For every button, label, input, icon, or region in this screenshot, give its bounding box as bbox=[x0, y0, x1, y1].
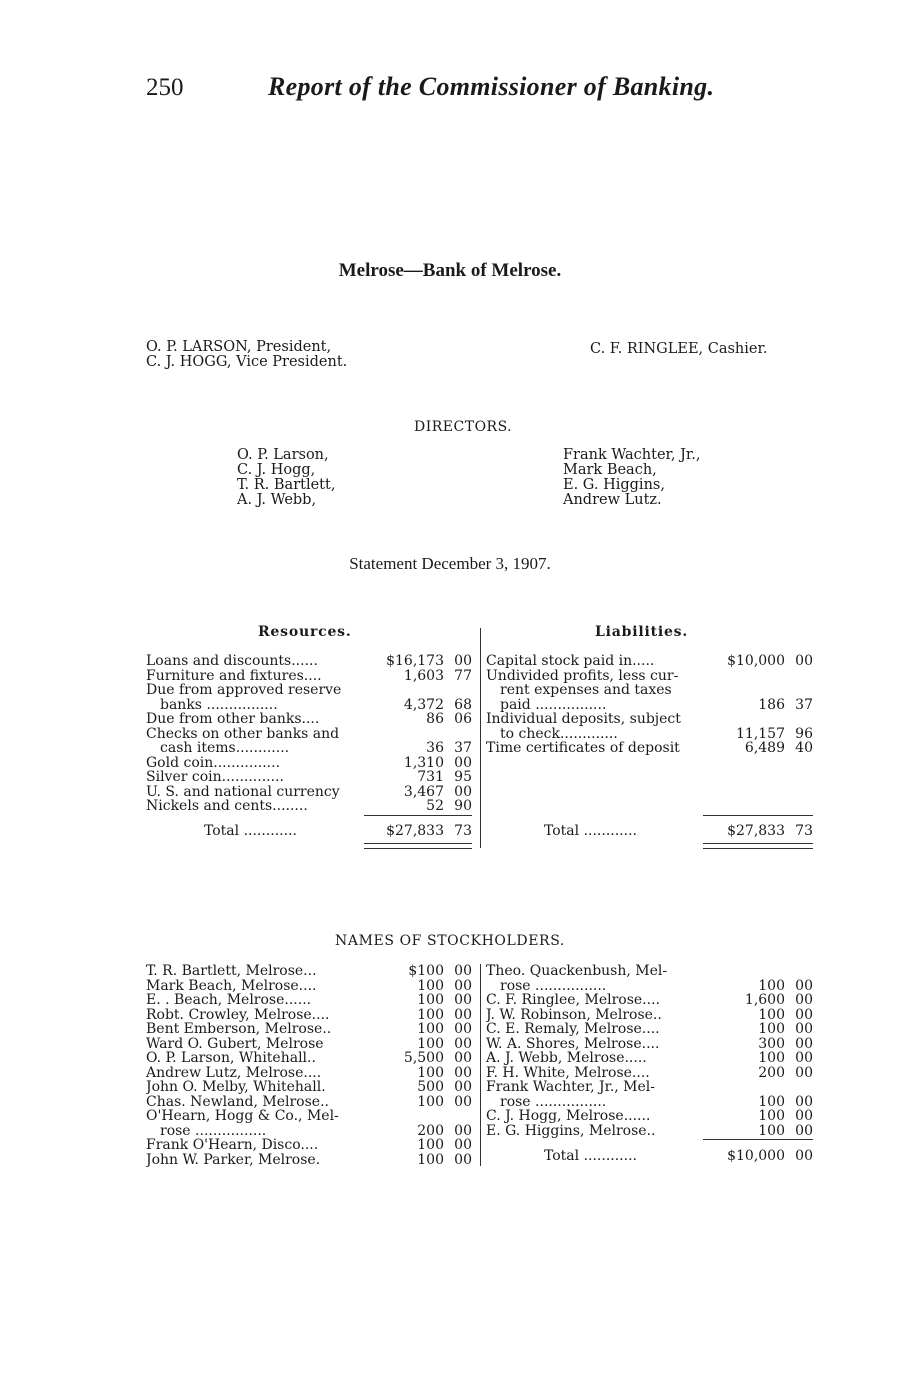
total-label: Total ............ bbox=[544, 1149, 637, 1164]
resource-row-cents: 00 bbox=[454, 783, 472, 800]
stockholder-row-dollars: $100 bbox=[408, 963, 444, 979]
stockholder-row-cents: 00 bbox=[454, 1021, 472, 1037]
stockholder-row-cents bbox=[450, 1109, 472, 1124]
stockholder-row bbox=[486, 1022, 813, 1037]
resource-row-label: cash items............ bbox=[160, 741, 290, 756]
bank-title: Melrose—Bank of Melrose. bbox=[338, 260, 562, 281]
stockholder-row-cents: 00 bbox=[454, 963, 472, 979]
stockholder-row bbox=[146, 1109, 472, 1124]
stockholder-row bbox=[146, 1153, 472, 1168]
resource-row bbox=[146, 741, 472, 756]
stockholders-left bbox=[146, 964, 472, 1167]
resource-row bbox=[146, 669, 472, 684]
stockholder-row-cents: 00 bbox=[795, 1035, 813, 1052]
stockholder-row-dollars: 200 bbox=[758, 1064, 785, 1081]
stockholder-row bbox=[146, 1037, 472, 1052]
resource-row bbox=[146, 712, 472, 727]
stockholder-row bbox=[146, 1124, 472, 1139]
stockholder-row-label: rose ................ bbox=[500, 1094, 607, 1109]
liability-row-dollars: 11,157 bbox=[736, 725, 785, 742]
resource-row-label: banks ................ bbox=[160, 697, 278, 712]
stockholder-row-label: Bent Emberson, Melrose.. bbox=[146, 1022, 332, 1037]
stockholder-row-dollars: 1,600 bbox=[744, 992, 785, 1008]
resource-row-label: Checks on other banks and bbox=[146, 726, 340, 741]
liability-row-dollars: $10,000 bbox=[727, 653, 785, 669]
stockholder-row-dollars bbox=[713, 1080, 785, 1095]
stockholder-row-cents: 00 bbox=[795, 1064, 813, 1081]
stockholder-row-dollars: 100 bbox=[758, 1050, 785, 1066]
liabilities-total bbox=[486, 824, 813, 839]
stockholder-row-label: Theo. Quackenbush, Mel- bbox=[486, 964, 668, 979]
stockholder-row bbox=[146, 1066, 472, 1081]
resource-row-dollars bbox=[374, 727, 444, 742]
total-dollars: $27,833 bbox=[727, 823, 785, 839]
resource-row-dollars: 3,467 bbox=[403, 783, 444, 800]
stockholder-row-cents: 00 bbox=[454, 992, 472, 1008]
resource-row-cents: 00 bbox=[454, 653, 472, 669]
stockholder-row-cents bbox=[791, 964, 813, 979]
stockholder-row-label: Ward O. Gubert, Melrose bbox=[146, 1036, 324, 1051]
stockholder-row-label: Frank O'Hearn, Disco.... bbox=[146, 1138, 319, 1153]
stockholder-row-label: rose ................ bbox=[500, 978, 607, 993]
stockholder-row-cents: 00 bbox=[454, 977, 472, 994]
liability-row-dollars bbox=[713, 683, 785, 698]
liability-row bbox=[486, 669, 813, 684]
stockholder-row-label: John W. Parker, Melrose. bbox=[146, 1152, 321, 1167]
total-cents: 73 bbox=[795, 823, 813, 839]
director: Andrew Lutz. bbox=[563, 492, 662, 508]
resource-row-label: U. S. and national currency bbox=[146, 784, 340, 799]
liability-row-dollars: 186 bbox=[758, 696, 785, 713]
resource-row bbox=[146, 698, 472, 713]
director: O. P. Larson, bbox=[237, 447, 329, 463]
stockholder-row bbox=[486, 1124, 813, 1139]
stockholder-row bbox=[486, 964, 813, 979]
stockholder-row bbox=[146, 1051, 472, 1066]
liability-row-cents: 40 bbox=[795, 740, 813, 756]
stockholder-row-cents bbox=[791, 1080, 813, 1095]
resource-row-dollars bbox=[374, 683, 444, 698]
stockholder-row bbox=[486, 1095, 813, 1110]
stockholder-row-cents: 00 bbox=[795, 1122, 813, 1139]
liability-row bbox=[486, 727, 813, 742]
liability-row-cents bbox=[791, 683, 813, 698]
liability-row-cents bbox=[791, 669, 813, 684]
resource-row-cents: 06 bbox=[454, 711, 472, 727]
total-dollars: $10,000 bbox=[727, 1148, 785, 1164]
resources-total bbox=[146, 824, 472, 839]
stockholder-row bbox=[146, 1008, 472, 1023]
stockholder-row-dollars: 100 bbox=[417, 1021, 444, 1037]
director: Frank Wachter, Jr., bbox=[563, 447, 701, 463]
resource-row bbox=[146, 799, 472, 814]
liability-row-label: rent expenses and taxes bbox=[500, 683, 672, 698]
resource-row-label: Due from other banks.... bbox=[146, 712, 320, 727]
resource-row-cents: 68 bbox=[454, 696, 472, 713]
total-dollars: $27,833 bbox=[386, 823, 444, 839]
resource-row-dollars: 1,310 bbox=[403, 754, 444, 771]
stockholder-row-label: F. H. White, Melrose.... bbox=[486, 1065, 650, 1080]
stockholder-row-dollars: 100 bbox=[417, 1064, 444, 1081]
stockholder-row-dollars: 100 bbox=[758, 977, 785, 994]
resource-row-dollars: 4,372 bbox=[403, 696, 444, 713]
liability-row bbox=[486, 698, 813, 713]
resource-row-label: Nickels and cents........ bbox=[146, 799, 308, 814]
resource-row-cents bbox=[450, 683, 472, 698]
resource-row-dollars: 86 bbox=[426, 711, 444, 727]
liability-row-label: paid ................ bbox=[500, 697, 607, 712]
stockholder-row bbox=[146, 979, 472, 994]
total-cents: 00 bbox=[795, 1148, 813, 1164]
director: T. R. Bartlett, bbox=[237, 477, 336, 493]
officer-president: O. P. LARSON, President, bbox=[146, 339, 332, 355]
stockholder-row-label: C. F. Ringlee, Melrose.... bbox=[486, 993, 660, 1008]
stockholder-row-dollars: 200 bbox=[417, 1122, 444, 1139]
resource-row-label: Loans and discounts...... bbox=[146, 654, 318, 669]
liabilities-table bbox=[486, 654, 813, 756]
stockholder-row-cents: 00 bbox=[795, 1050, 813, 1066]
stockholder-row bbox=[146, 1022, 472, 1037]
stockholder-row-label: A. J. Webb, Melrose..... bbox=[486, 1051, 647, 1066]
stockholder-row-label: O. P. Larson, Whitehall.. bbox=[146, 1051, 316, 1066]
stockholder-row-label: Mark Beach, Melrose.... bbox=[146, 978, 317, 993]
total-row bbox=[486, 824, 813, 839]
resource-row-label: Furniture and fixtures.... bbox=[146, 668, 322, 683]
liability-row bbox=[486, 654, 813, 669]
stockholder-row-label: E. G. Higgins, Melrose.. bbox=[486, 1123, 656, 1138]
stockholder-row-label: E. . Beach, Melrose...... bbox=[146, 993, 312, 1008]
directors-left bbox=[237, 448, 335, 508]
director: C. J. Hogg, bbox=[237, 462, 316, 478]
stockholders-total bbox=[486, 1149, 813, 1164]
directors-right bbox=[563, 448, 700, 508]
stockholder-row-label: Andrew Lutz, Melrose.... bbox=[146, 1065, 322, 1080]
directors-heading: DIRECTORS. bbox=[414, 419, 513, 435]
resource-row bbox=[146, 785, 472, 800]
stockholder-row-dollars: 100 bbox=[758, 1006, 785, 1023]
resource-row-cents: 00 bbox=[454, 754, 472, 771]
liability-row-cents: 00 bbox=[795, 653, 813, 669]
resource-row-cents: 77 bbox=[454, 667, 472, 684]
liability-row bbox=[486, 741, 813, 756]
stockholder-row-cents: 00 bbox=[454, 1093, 472, 1110]
stockholder-row bbox=[486, 1051, 813, 1066]
resource-row-dollars: 1,603 bbox=[403, 667, 444, 684]
stockholder-row-label: C. J. Hogg, Melrose...... bbox=[486, 1109, 651, 1124]
director: Mark Beach, bbox=[563, 462, 657, 478]
stockholders-divider bbox=[480, 964, 481, 1166]
total-label: Total ............ bbox=[544, 824, 637, 839]
total-row bbox=[486, 1149, 813, 1164]
total-label: Total ............ bbox=[204, 824, 297, 839]
resource-row-cents: 95 bbox=[454, 769, 472, 785]
statement-divider bbox=[480, 628, 481, 848]
stockholders-heading: NAMES OF STOCKHOLDERS. bbox=[335, 933, 565, 949]
stockholder-row-label: John O. Melby, Whitehall. bbox=[146, 1080, 326, 1095]
liability-row-dollars: 6,489 bbox=[744, 740, 785, 756]
stockholders-sum-rule bbox=[703, 1139, 813, 1140]
stockholder-row-label: W. A. Shores, Melrose.... bbox=[486, 1036, 660, 1051]
stockholders-right bbox=[486, 964, 813, 1138]
resource-row-dollars: $16,173 bbox=[386, 653, 444, 669]
stockholder-row bbox=[146, 1095, 472, 1110]
liabilities-heading: Liabilities. bbox=[595, 624, 689, 640]
stockholder-row-label: rose ................ bbox=[160, 1123, 267, 1138]
stockholder-row-label: J. W. Robinson, Melrose.. bbox=[486, 1007, 662, 1022]
liability-row-cents bbox=[791, 712, 813, 727]
resource-row-label: Gold coin............... bbox=[146, 755, 281, 770]
stockholder-row-cents: 00 bbox=[454, 1050, 472, 1066]
liability-row-dollars bbox=[713, 712, 785, 727]
stockholder-row-cents: 00 bbox=[454, 1035, 472, 1052]
director: A. J. Webb, bbox=[237, 492, 317, 508]
stockholder-row-dollars: 100 bbox=[417, 1137, 444, 1153]
stockholder-row-dollars: 100 bbox=[758, 1021, 785, 1037]
stockholder-row-label: Frank Wachter, Jr., Mel- bbox=[486, 1080, 655, 1095]
stockholder-row-cents: 00 bbox=[795, 1021, 813, 1037]
liability-row-cents: 37 bbox=[795, 696, 813, 713]
stockholder-row-cents: 00 bbox=[795, 1006, 813, 1023]
stockholder-row bbox=[146, 993, 472, 1008]
stockholder-row-cents: 00 bbox=[454, 1122, 472, 1139]
liability-row bbox=[486, 712, 813, 727]
stockholder-row bbox=[486, 993, 813, 1008]
officer-vice-president: C. J. HOGG, Vice President. bbox=[146, 354, 348, 370]
resources-double-rule bbox=[364, 843, 472, 849]
stockholder-row-label: Robt. Crowley, Melrose.... bbox=[146, 1007, 330, 1022]
stockholder-row-label: Chas. Newland, Melrose.. bbox=[146, 1094, 329, 1109]
stockholder-row bbox=[146, 1138, 472, 1153]
resource-row-cents: 90 bbox=[454, 798, 472, 814]
liability-row-dollars bbox=[713, 669, 785, 684]
stockholder-row bbox=[486, 1008, 813, 1023]
stockholder-row-label: C. E. Remaly, Melrose.... bbox=[486, 1022, 660, 1037]
stockholder-row-dollars: 100 bbox=[417, 1035, 444, 1052]
total-row bbox=[146, 824, 472, 839]
liabilities-double-rule bbox=[703, 843, 813, 849]
stockholder-row bbox=[486, 979, 813, 994]
stockholder-row-dollars: 100 bbox=[417, 1006, 444, 1023]
resource-row bbox=[146, 770, 472, 785]
stockholder-row bbox=[486, 1066, 813, 1081]
stockholder-row-dollars: 100 bbox=[417, 992, 444, 1008]
stockholder-row-dollars: 100 bbox=[417, 1093, 444, 1110]
resource-row bbox=[146, 654, 472, 669]
resource-row bbox=[146, 727, 472, 742]
resource-row-cents: 37 bbox=[454, 740, 472, 756]
stockholder-row-cents: 00 bbox=[795, 1093, 813, 1110]
stockholder-row-cents: 00 bbox=[454, 1006, 472, 1023]
resource-row-cents bbox=[450, 727, 472, 742]
liability-row-label: to check............. bbox=[500, 726, 618, 741]
liabilities-sum-rule bbox=[703, 815, 813, 816]
officer-cashier: C. F. RINGLEE, Cashier. bbox=[590, 341, 768, 357]
stockholder-row-cents: 00 bbox=[454, 1151, 472, 1168]
stockholder-row-cents: 00 bbox=[795, 1108, 813, 1124]
officers-left bbox=[146, 340, 347, 370]
total-cents: 73 bbox=[454, 823, 472, 839]
running-title: Report of the Commissioner of Banking. bbox=[268, 72, 715, 101]
resources-table bbox=[146, 654, 472, 814]
resources-sum-rule bbox=[364, 815, 472, 816]
stockholder-row-dollars: 100 bbox=[417, 1151, 444, 1168]
stockholder-row bbox=[146, 964, 472, 979]
stockholder-row bbox=[486, 1109, 813, 1124]
statement-title: Statement December 3, 1907. bbox=[349, 554, 551, 573]
stockholder-row-cents: 00 bbox=[454, 1079, 472, 1095]
resource-row-dollars: 52 bbox=[426, 798, 444, 814]
stockholder-row-cents: 00 bbox=[454, 1137, 472, 1153]
page-number: 250 bbox=[146, 74, 184, 101]
stockholder-row bbox=[146, 1080, 472, 1095]
stockholder-row-dollars: 100 bbox=[758, 1108, 785, 1124]
liability-row-label: Individual deposits, subject bbox=[486, 712, 681, 727]
resources-heading: Resources. bbox=[258, 624, 352, 640]
stockholder-row-dollars: 5,500 bbox=[403, 1050, 444, 1066]
liability-row-cents: 96 bbox=[795, 725, 813, 742]
stockholder-row-dollars: 500 bbox=[417, 1079, 444, 1095]
stockholder-row-cents: 00 bbox=[454, 1064, 472, 1081]
liability-row-label: Time certificates of deposit bbox=[486, 741, 680, 756]
stockholder-row-dollars bbox=[384, 1109, 444, 1124]
resource-row bbox=[146, 683, 472, 698]
liability-row-label: Undivided profits, less cur- bbox=[486, 668, 679, 683]
liability-row bbox=[486, 683, 813, 698]
stockholder-row-dollars: 100 bbox=[417, 977, 444, 994]
stockholder-row-dollars: 100 bbox=[758, 1093, 785, 1110]
resource-row-dollars: 731 bbox=[417, 769, 444, 785]
stockholder-row-dollars: 300 bbox=[758, 1035, 785, 1052]
resource-row bbox=[146, 756, 472, 771]
resource-row-label: Due from approved reserve bbox=[146, 683, 342, 698]
stockholder-row bbox=[486, 1080, 813, 1095]
stockholder-row-cents: 00 bbox=[795, 992, 813, 1008]
stockholder-row-dollars bbox=[713, 964, 785, 979]
stockholder-row-cents: 00 bbox=[795, 977, 813, 994]
stockholder-row-dollars: 100 bbox=[758, 1122, 785, 1139]
resource-row-dollars: 36 bbox=[426, 740, 444, 756]
stockholder-row bbox=[486, 1037, 813, 1052]
stockholder-row-label: O'Hearn, Hogg & Co., Mel- bbox=[146, 1109, 339, 1124]
resource-row-label: Silver coin.............. bbox=[146, 770, 284, 785]
liability-row-label: Capital stock paid in..... bbox=[486, 654, 655, 669]
stockholder-row-label: T. R. Bartlett, Melrose... bbox=[146, 964, 317, 979]
director: E. G. Higgins, bbox=[563, 477, 665, 493]
